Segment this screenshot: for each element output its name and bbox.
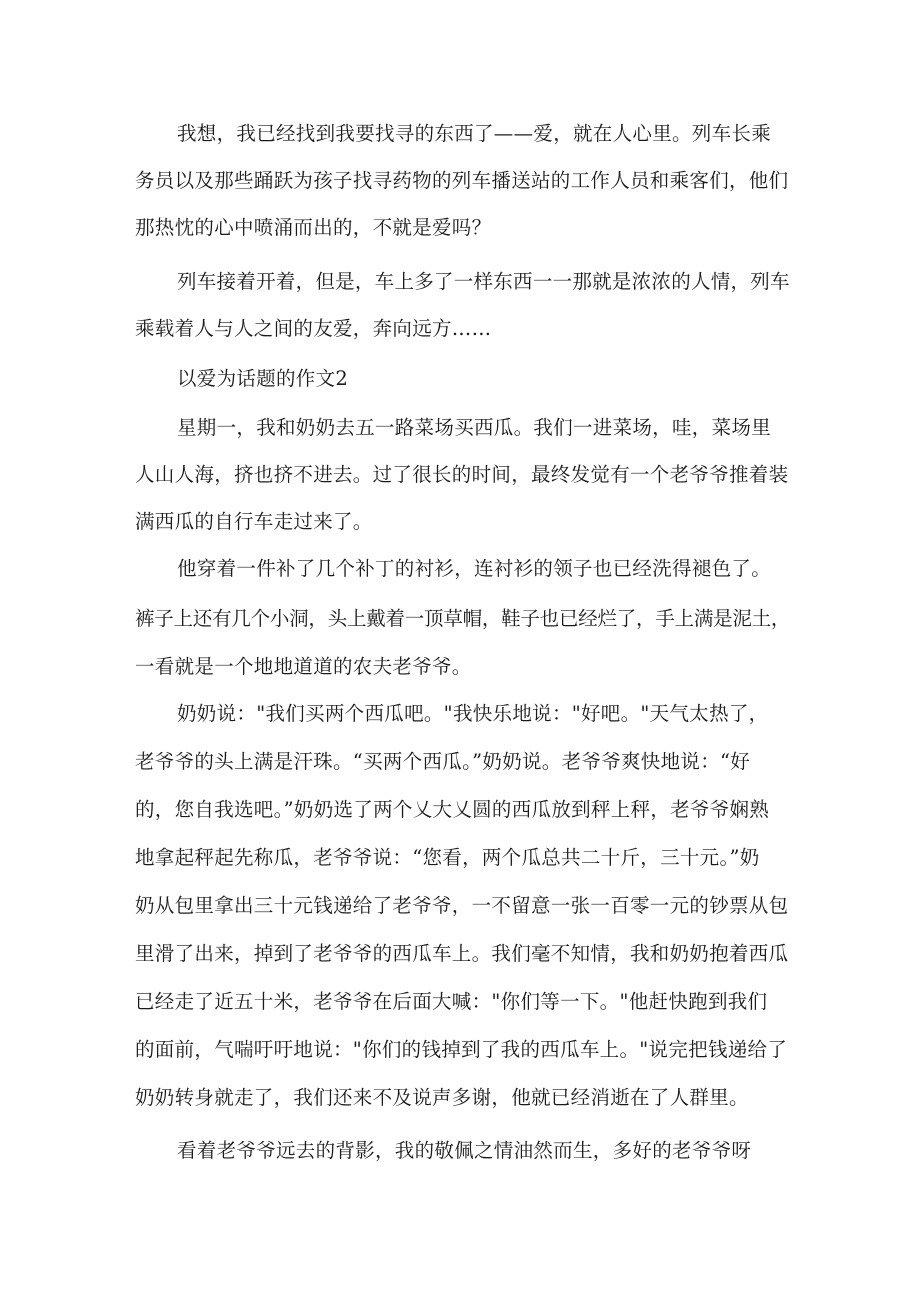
text-line: 裤子上还有几个小洞，头上戴着一顶草帽，鞋子也已经烂了，手上满是泥土， [135,607,791,630]
text-line: 的，您自我选吧。”奶奶选了两个乂大乂圆的西瓜放到秤上秤，老爷爷娴熟 [135,798,770,821]
text-line: 列车接着开着，但是，车上多了一样东西一一那就是浓浓的人情，列车 [177,270,790,293]
text-line: 务员以及那些踊跃为孩子找寻药物的列车播送站的工作人员和乘客们，他们 [135,169,789,192]
text-line: 奶奶转身就走了，我们还来不及说声多谢，他就已经消逝在了人群里。 [135,1086,749,1109]
text-line: 星期一，我和奶奶去五一路菜场买西瓜。我们一进菜场，哇，菜场里 [177,416,772,439]
text-line: 满西瓜的自行车走过来了。 [135,510,373,533]
text-line: 那热忱的心中喷涌而出的，不就是爱吗？ [135,216,492,239]
text-line: 我想，我已经找到我要找寻的东西了——爱，就在人心里。列车长乘 [177,122,772,145]
section-heading: 以爱为话题的作文2 [177,367,349,390]
text-line: 里滑了出来，掉到了老爷爷的西瓜车上。我们毫不知情，我和奶奶抱着西瓜 [135,942,789,965]
text-line: 地拿起秤起先称瓜，老爷爷说：“您看，两个瓜总共二十斤，三十元。”奶 [135,846,760,869]
text-line: 已经走了近五十米，老爷爷在后面大喊："你们等一下。"他赶快跑到我们 [135,990,768,1013]
text-line: 他穿着一件补了几个补丁的衬衫，连衬衫的领子也已经洗得褪色了。 [177,557,772,580]
text-line: 的面前，气喘吁吁地说："你们的钱掉到了我的西瓜车上。"说完把钱递给了 [135,1038,788,1061]
text-line: 奶从包里拿出三十元钱递给了老爷爷，一不留意一张一百零一元的钞票从包 [135,894,789,917]
text-line: 人山人海，挤也挤不进去。过了很长的时间，最终发觉有一个老爷爷推着装 [135,463,789,486]
text-line: 看着老爷爷远去的背影，我的敬佩之情油然而生，多好的老爷爷呀 [177,1139,752,1162]
text-line: 乘载着人与人之间的友爱，奔向远方…… [135,317,492,340]
text-line: 一看就是一个地地道道的农夫老爷爷。 [135,655,472,678]
text-line: 老爷爷的头上满是汗珠。“买两个西瓜。”奶奶说。老爷爷爽快地说：“好 [135,750,751,773]
text-line: 奶奶说："我们买两个西瓜吧。"我快乐地说："好吧。"天气太热了， [177,702,769,725]
